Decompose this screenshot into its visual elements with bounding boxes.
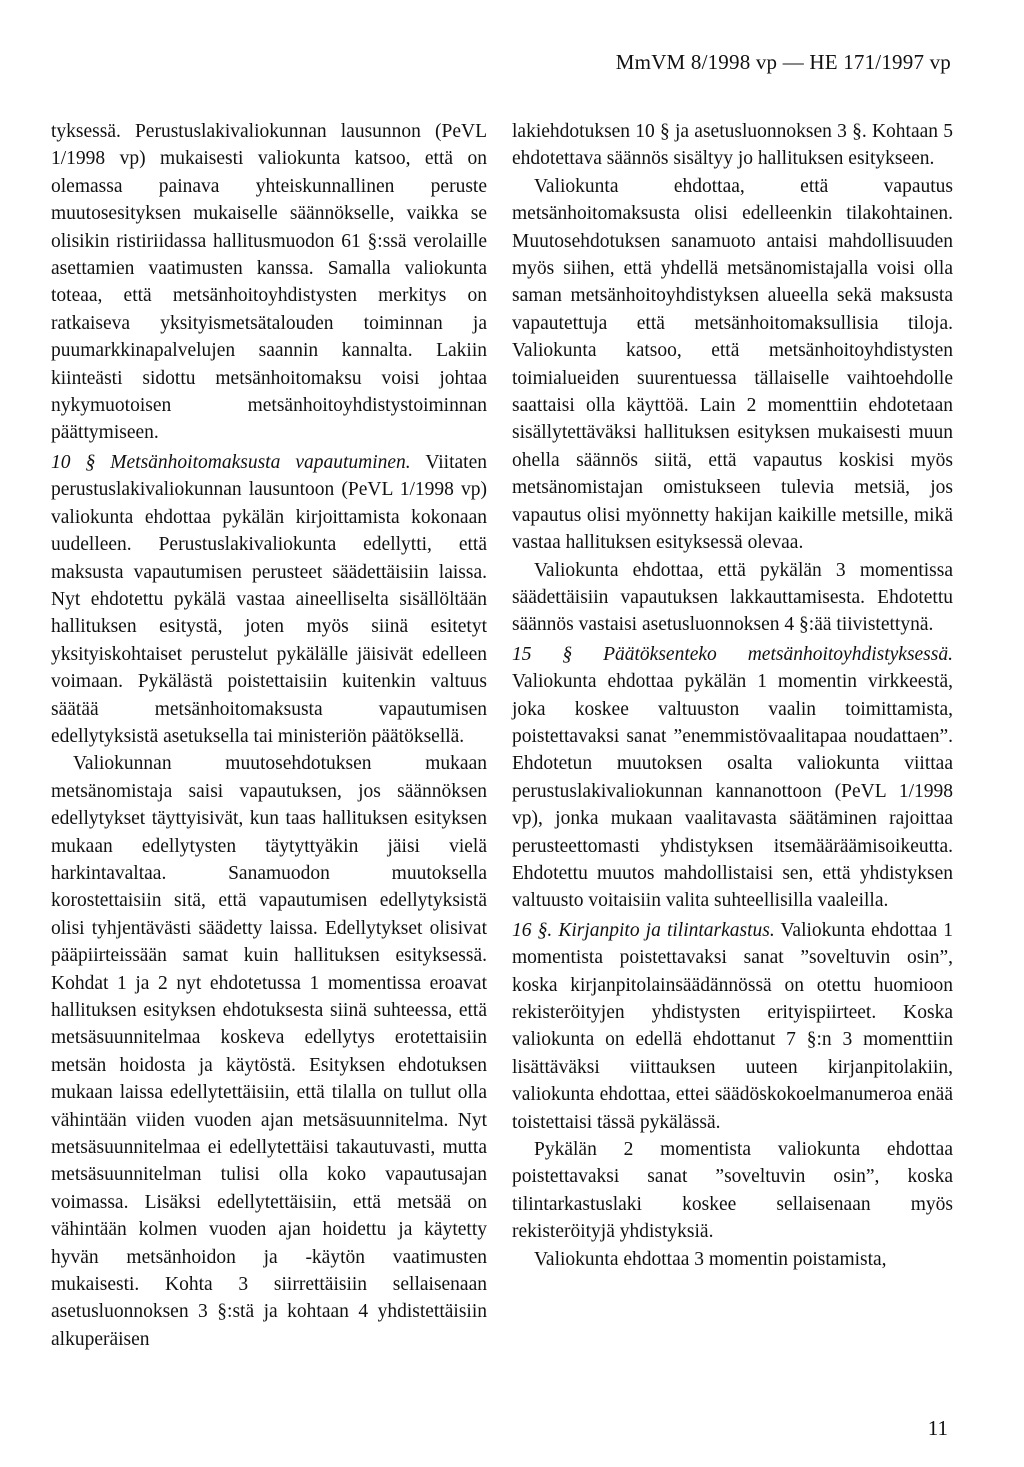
right-paragraph-5 (512, 917, 953, 1136)
left-paragraph-1: tyksessä. Perustuslakivaliokunnan lausunnon (PeVL 1/1998 vp) mukaisesti valiokunta katsoo, että on olemassa painava yhteiskunnallinen peruste muutosesityksen mukaiselle säännökselle, vaikka se olisikin ristiriidassa hallitusmuodon 61 §:ssä verolaille asettamien vaatimusten kanssa. Samalla valiokunta toteaa, että metsänhoitoyhdistysten merkitys on ratkaiseva yksityismetsätalouden toiminnan ja puumarkkinapalvelujen saannin kannalta. Lakiin kiinteästi sidottu metsänhoitomaksu voisi johtaa nykymuotoisen metsänhoitoyhdistystoiminnan päättymiseen. (51, 121, 487, 444)
section-body-10: Viitaten perustuslakivaliokunnan lausuntoon (PeVL 1/1998 vp) valiokunta ehdottaa pykälän kirjoittamista kokonaan uudelleen. Perustuslakivaliokunta edellytti, että maksusta vapautumisen perusteet säädettäisiin laissa. Nyt ehdotettu pykälä vastaa aineelliselta sisällöltään hallituksen esitystä, joten myös siinä esitetyt yksityiskohtaiset perustelut pykälälle jäisivät edelleen voimaan. Pykälästä poistettaisiin kuitenkin valtuus säätää metsänhoitomaksusta vapautumisen edellytyksistä asetuksella tai ministeriön päätöksellä. (51, 451, 487, 747)
left-paragraph-2 (51, 449, 487, 750)
section-heading-15: 15 § Päätöksenteko metsänhoitoyhdistyksessä. (512, 643, 953, 665)
right-paragraph-2: Valiokunta ehdottaa, että vapautus metsänhoitomaksusta olisi edelleenkin tilakohtainen. Muutosehdotuksen sanamuoto antaisi mahdollisuuden myös siihen, että yhdellä metsänomistajalla voisi olla saman metsänhoitoyhdistyksen alueella sekä maksusta vapautettuja että metsänhoitomaksullisia tiloja. Valiokunta katsoo, että metsänhoitoyhdistysten toimialueiden suurentuessa tällaiselle vaihtoehdolle saattaisi olla käyttöä. Lain 2 momenttiin ehdotetaan sisällytettäväksi hallituksen esityksen mukaisesti muun ohella säännös siitä, että vapautus koskisi myös metsänomistajan omistukseen tulevia metsiä, jos vapautus olisi myönnetty hakijan kaikille metsille, mikä vastaa hallituksen esityksessä olevaa. (512, 175, 953, 554)
right-paragraph-3: Valiokunta ehdottaa, että pykälän 3 momentissa säädettäisiin vapautuksen lakkauttamisesta. Ehdotettu säännös vastaisi asetusluonnoksen 4 §:ää tiivistettynä. (512, 559, 953, 636)
right-paragraph-4 (512, 641, 953, 915)
right-paragraph-7: Valiokunta ehdottaa 3 momentin poistamista, (534, 1248, 887, 1270)
section-heading-16: 16 §. Kirjanpito ja tilintarkastus. (512, 919, 775, 941)
page-number: 11 (927, 1416, 948, 1440)
running-header: MmVM 8/1998 vp — HE 171/1997 vp (615, 50, 951, 74)
right-column (512, 118, 953, 1273)
left-paragraph-3: Valiokunnan muutosehdotuksen mukaan metsänomistaja saisi vapautuksen, jos säännöksen edellytykset täyttyisivät, kun taas hallituksen esityksen mukaan edellytysten täytyttyäkin jäisi vielä harkintavaltaa. Sanamuodon muutoksella korostettaisiin sitä, että vapautumisen edellytyksistä olisi tyhjentävästi säädetty laissa. Edellytykset olisivat pääpiirteissään samat kuin hallituksen esityksessä. Kohdat 1 ja 2 nyt ehdotetussa 1 momentissa eroavat hallituksen esityksen ehdotuksesta siinä suhteessa, että metsäsuunnitelmaa koskeva edellytys erotettaisiin metsän hoidosta ja käytöstä. Esityksen ehdotuksen mukaan laissa edellytettäisiin, että tilalla on tullut olla vähintään viiden vuoden ajan metsäsuunnitelma. Nyt metsäsuunnitelmaa ei edellytettäisi takautuvasti, mutta metsäsuunnitelman tulisi olla koko vapautusajan voimassa. Lisäksi edellytettäisiin, että metsää on vähintään kolmen vuoden ajan hoidettu ja käytetty hyvän metsänhoidon ja -käytön vaatimusten mukaisesti. Kohta 3 siirrettäisiin sellaisenaan asetusluonnoksen 3 §:stä ja kohtaan 4 yhdistettäisiin alkuperäisen (51, 753, 487, 1350)
left-column (51, 118, 487, 1353)
right-paragraph-1: lakiehdotuksen 10 § ja asetusluonnoksen 3 §. Kohtaan 5 ehdotettava säännös sisältyy jo hallituksen esitykseen. (512, 121, 953, 170)
right-paragraph-6: Pykälän 2 momentista valiokunta ehdottaa poistettavaksi sanat ”soveltuvin osin”, koska tilintarkastuslaki koskee sellaisenaan myös rekisteröityjä yhdistyksiä. (512, 1139, 953, 1243)
section-body-16: Valiokunta ehdottaa 1 momentista poistettavaksi sanat ”soveltuvin osin”, koska kirjanpitolainsäädännössä on otettu huomioon rekisteröityjen yhdistysten erityispiirteet. Koska valiokunta on edellä ehdottanut 7 §:n 3 momenttiin lisättäväksi viittauksen uuteen kirjanpitolakiin, valiokunta ehdottaa, ettei säädöskokoelmanumeroa enää toistettaisi tässä pykälässä. (512, 919, 953, 1133)
section-heading-10: 10 § Metsänhoitomaksusta vapautuminen. (51, 451, 411, 473)
section-body-15: Valiokunta ehdottaa pykälän 1 momentin virkkeestä, joka koskee valtuuston vaalin toimittamista, poistettavaksi sanat ”enemmistövaalitapaa noudattaen”. Ehdotetun muutoksen osalta valiokunta viittaa perustuslakivaliokunnan kannanottoon (PeVL 1/1998 vp), jonka mukaan vaalitavasta säätäminen rajoittaa perusteettomasti yhdistyksen itsemääräämisoikeutta. Ehdotettu muutos mahdollistaisi sen, että yhdistyksen valtuusto voitaisiin valita suhteellisilla vaaleilla. (512, 671, 953, 912)
